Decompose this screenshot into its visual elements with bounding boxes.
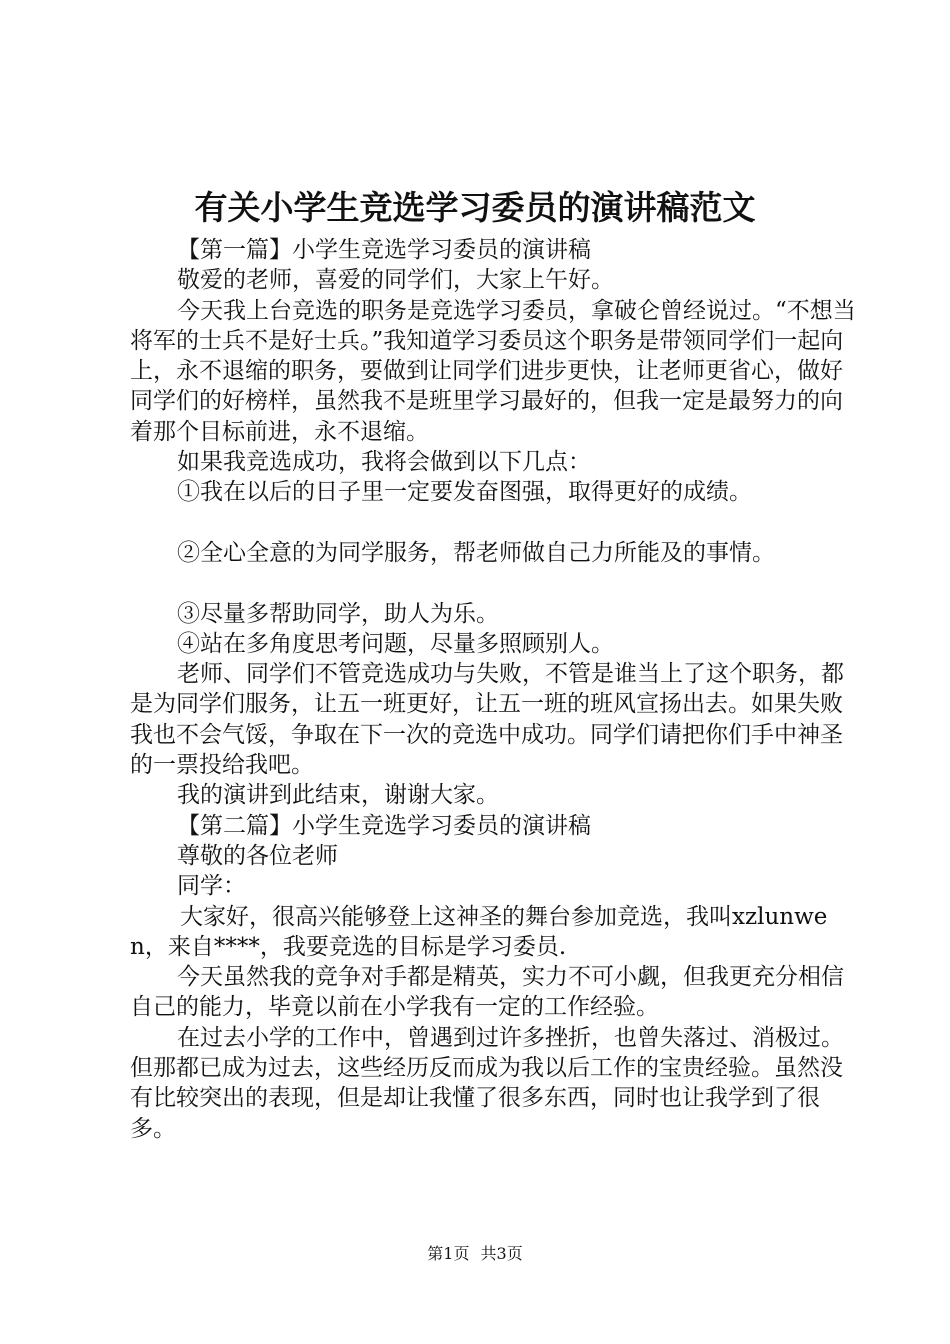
list-item: ②全心全意的为同学服务，帮老师做自己力所能及的事情。 [177,539,775,566]
section-heading-1: 【第一篇】小学生竞选学习委员的演讲稿 [177,237,591,263]
body-paragraph: 今天我上台竞选的职务是竞选学习委员，拿破仑曾经说过。“不想当将军的士兵不是好士兵。”我知道学习委员这个职务是带领同学们一起向上，永不退缩的职务，要做到让同学们进步更快，让老师更省心，做好同学们的好榜样，虽然我不是班里学习最好的，但我一定是最努力的向着那个目标前进，永不退缩。 [130,297,856,445]
body-paragraph: 大家好，很高兴能够登上这神圣的舞台参加竞选，我叫xzlunwen，来自****，我要竞选的目标是学习委员. [130,903,828,960]
document-body [130,235,860,1144]
body-paragraph: 在过去小学的工作中，曾遇到过许多挫折，也曾失落过、消极过。但那都已成为过去，这些经历反而成为我以后工作的宝贵经验。虽然没有比较突出的表现，但是却让我懂了很多东西，同时也让我学到了很多。 [130,1024,844,1142]
section-heading-2: 【第二篇】小学生竞选学习委员的演讲稿 [177,812,591,839]
body-paragraph: 今天虽然我的竞争对手都是精英，实力不可小觑，但我更充分相信自己的能力，毕竟以前在小学我有一定的工作经验。 [130,964,844,1021]
list-item: ③尽量多帮助同学，助人为乐。 [177,600,499,627]
greeting-paragraph: 同学： [177,873,246,900]
body-paragraph: 如果我竞选成功，我将会做到以下几点： [177,449,591,476]
greeting-paragraph: 尊敬的各位老师 [177,842,338,869]
page-footer [0,1243,950,1265]
document-title: 有关小学生竞选学习委员的演讲稿范文 [194,188,756,227]
list-item: ①我在以后的日子里一定要发奋图强，取得更好的成绩。 [177,479,752,506]
blank-line [130,568,860,598]
list-item: ④站在多角度思考问题，尽量多照顾别人。 [177,630,614,657]
body-paragraph: 老师、同学们不管竞选成功与失败，不管是谁当上了这个职务，都是为同学们服务，让五一班更好，让五一班的班风宣扬出去。如果失败我也不会气馁，争取在下一次的竞选中成功。同学们请把你们手中神圣的一票投给我吧。 [130,661,844,779]
page-total: 共3页 [480,1244,523,1263]
page-number: 第1页 [427,1244,470,1263]
greeting-paragraph: 敬爱的老师，喜爱的同学们，大家上午好。 [177,267,614,294]
closing-paragraph: 我的演讲到此结束，谢谢大家。 [177,782,499,809]
blank-line [130,508,860,538]
